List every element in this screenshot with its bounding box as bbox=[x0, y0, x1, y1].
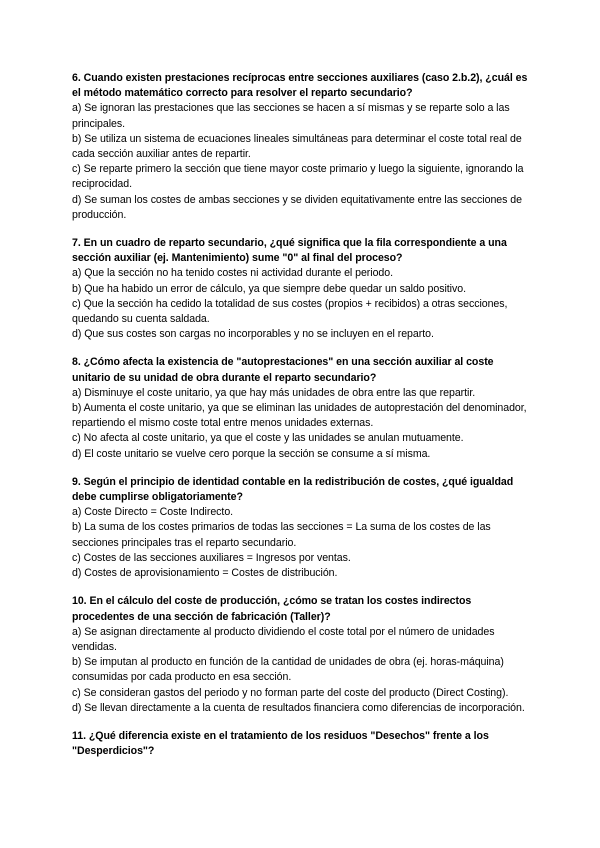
questions-list bbox=[72, 71, 532, 772]
question-title: 7. En un cuadro de reparto secundario, ¿qué significa que la fila correspondiente a una sección auxiliar (ej. Mantenimiento) sume "0" al final del proceso? bbox=[72, 237, 507, 265]
question-block bbox=[72, 729, 532, 759]
answer-option: b) La suma de los costes primarios de todas las secciones = La suma de los costes de las secciones principales tras el reparto secundario. bbox=[72, 521, 491, 549]
answer-option: a) Se asignan directamente al producto dividiendo el coste total por el número de unidades vendidas. bbox=[72, 625, 495, 653]
question-title: 10. En el cálculo del coste de producción, ¿cómo se tratan los costes indirectos procedentes de una sección de fabricación (Taller)? bbox=[72, 595, 472, 623]
question-title: 9. Según el principio de identidad contable en la redistribución de costes, ¿qué igualdad debe cumplirse obligatoriamente? bbox=[72, 475, 514, 504]
answer-option: d) Costes de aprovisionamiento = Costes de distribución. bbox=[72, 567, 338, 580]
answer-option: d) Que sus costes son cargas no incorporables y no se incluyen en el reparto. bbox=[72, 328, 434, 341]
answer-option: b) Que ha habido un error de cálculo, ya que siempre debe quedar un saldo positivo. bbox=[72, 282, 466, 295]
answer-option: b) Se utiliza un sistema de ecuaciones lineales simultáneas para determinar el coste total real de cada sección auxiliar antes de repartir. bbox=[72, 132, 522, 161]
answer-option: d) Se suman los costes de ambas secciones y se dividen equitativamente entre las secciones de producción. bbox=[72, 193, 522, 221]
question-block bbox=[72, 594, 532, 716]
answer-option: a) Disminuye el coste unitario, ya que hay más unidades de obra entre las que repartir. bbox=[72, 386, 476, 399]
answer-option: a) Coste Directo = Coste Indirecto. bbox=[72, 506, 234, 519]
answer-option: c) No afecta al coste unitario, ya que el coste y las unidades se anulan mutuamente. bbox=[72, 432, 464, 445]
question-title: 6. Cuando existen prestaciones recíprocas entre secciones auxiliares (caso 2.b.2), ¿cuál es el método matemático correcto para resolver el reparto secundario? bbox=[72, 72, 528, 100]
question-title: 11. ¿Qué diferencia existe en el tratamiento de los residuos "Desechos" frente a los "Desperdicios"? bbox=[72, 729, 489, 758]
question-block bbox=[72, 475, 532, 581]
answer-option: c) Costes de las secciones auxiliares = Ingresos por ventas. bbox=[72, 551, 351, 564]
question-title: 8. ¿Cómo afecta la existencia de "autoprestaciones" en una sección auxiliar al coste unitario de su unidad de obra durante el reparto secundario? bbox=[72, 356, 494, 384]
answer-option: c) Se consideran gastos del periodo y no forman parte del coste del producto (Direct Costing). bbox=[72, 686, 509, 699]
answer-option: d) El coste unitario se vuelve cero porque la sección se consume a sí misma. bbox=[72, 447, 431, 460]
answer-option: c) Se reparte primero la sección que tiene mayor coste primario y luego la siguiente, ignorando la reciprocidad. bbox=[72, 163, 524, 191]
answer-option: a) Se ignoran las prestaciones que las secciones se hacen a sí mismas y se reparte solo a las principales. bbox=[72, 102, 510, 130]
question-block bbox=[72, 236, 532, 342]
answer-option: b) Se imputan al producto en función de la cantidad de unidades de obra (ej. horas-máquina) consumidas por cada producto en esa sección. bbox=[72, 656, 504, 684]
answer-option: b) Aumenta el coste unitario, ya que se eliminan las unidades de autoprestación del denominador, repartiendo el mismo coste total entre menos unidades externas. bbox=[72, 402, 527, 430]
question-block bbox=[72, 355, 532, 461]
answer-option: c) Que la sección ha cedido la totalidad de sus costes (propios + recibidos) a otras secciones, quedando su cuenta saldada. bbox=[72, 297, 508, 326]
answer-option: a) Que la sección no ha tenido costes ni actividad durante el periodo. bbox=[72, 267, 393, 280]
answer-option: d) Se llevan directamente a la cuenta de resultados financiera como diferencias de incorporación. bbox=[72, 701, 525, 714]
question-block bbox=[72, 71, 532, 223]
